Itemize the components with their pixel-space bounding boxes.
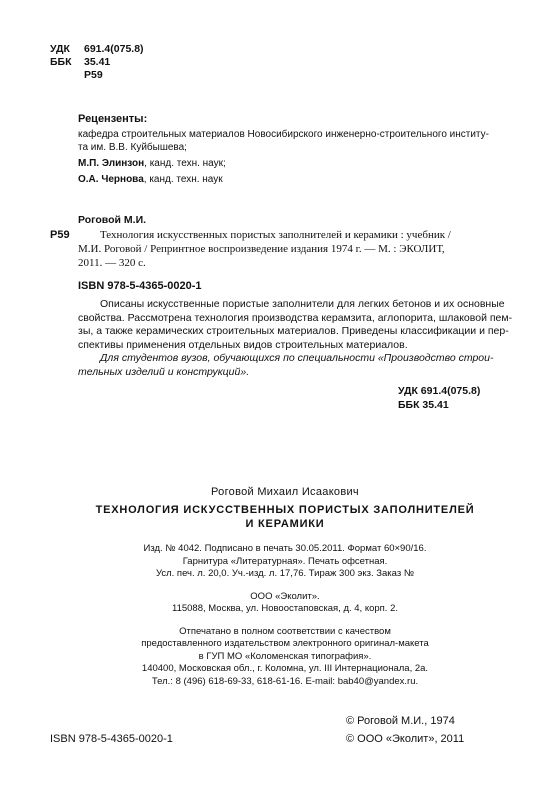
bbk-label: ББК [50,56,72,68]
classification-block [50,43,144,82]
bib-entry [78,228,498,270]
classification-right [398,384,480,412]
printed-line-5: Тел.: 8 (496) 618-69-33, 618-61-16. E-mail: bab40@yandex.ru. [151,675,419,687]
reviewer-institution-line1: кафедра строительных материалов Новосибирского инженерно-строительного институ- [78,129,489,140]
reviewer-1-name: М.П. Элинзон [78,158,145,169]
reviewer-1-title: , канд. техн. наук; [144,158,226,169]
bib-side-code: Р59 [50,229,70,241]
udk-label: УДК [50,43,70,55]
copyright-publisher: © ООО «Эколит», 2011 [346,733,465,745]
abstract-line-3: зы, а также керамических строительных материалов. Приведены классификации и пер- [78,325,509,337]
reviewer-2 [78,173,498,186]
reviewers-block [78,113,498,186]
udk-right: УДК 691.4(075.8) [398,385,481,397]
bib-line-3: 2011. — 320 с. [78,257,146,269]
imprint-author: Роговой Михаил Исаакович [211,486,359,498]
reviewer-2-title: , канд. техн. наук [143,174,223,185]
bib-author-heading: Роговой М.И. [78,214,147,226]
printed-line-4: 140400, Московская обл., г. Коломна, ул. III Интернационала, 2а. [141,663,429,674]
bib-line-2: М.И. Роговой / Репринтное воспроизведение издания 1974 г. — М. : ЭКОЛИТ, [78,243,445,255]
print-info-line-2: Гарнитура «Литературная». Печать офсетная. [182,555,388,567]
publisher-address: 115088, Москва, ул. Новоостаповская, д. 4, корп. 2. [171,603,399,614]
print-info-line-3: Усл. печ. л. 20,0. Уч.-изд. л. 17,76. Тираж 300 экз. Заказ № [155,568,415,579]
abstract-line-2: свойства. Рассмотрена технология производства керамзита, аглопорита, шлаковой пем- [78,311,513,324]
printed-line-3: в ГУП МО «Коломенская типография». [198,650,372,662]
reviewers-title: Рецензенты: [78,113,148,125]
copyright-author: © Роговой М.И., 1974 [346,715,455,727]
bib-isbn: ISBN 978-5-4365-0020-1 [78,280,202,292]
imprint-title-line-2: И КЕРАМИКИ [245,518,325,530]
bbk-right: ББК 35.41 [398,399,449,411]
bib-line-1: Технология искусственных пористых заполнителей и керамики : учебник / [100,229,451,241]
audience-line-1: Для студентов вузов, обучающихся по специальности «Производство строи- [100,352,494,364]
reviewer-1 [78,157,498,170]
footer-isbn: ISBN 978-5-4365-0020-1 [50,733,173,745]
audience-line-2: тельных изделий и конструкций». [78,365,250,378]
udk-value: 691.4(075.8) [84,43,144,55]
printed-line-1: Отпечатано в полном соответствии с качеством [179,625,391,637]
imprint-block [60,486,510,688]
reviewer-2-name: О.А. Чернова [78,174,144,185]
reviewer-institution-line2: та им. В.В. Куйбышева; [78,142,187,153]
abstract-block [78,298,513,379]
printed-line-2: предоставленного издательством электронного оригинал-макета [141,638,429,649]
print-info-line-1: Изд. № 4042. Подписано в печать 30.05.2011. Формат 60×90/16. [143,543,427,554]
bbk-value: 35.41 [84,56,111,68]
publisher-name: ООО «Эколит». [250,590,320,602]
abstract-line-1: Описаны искусственные пористые заполнители для легких бетонов и их основные [100,298,505,310]
imprint-title-line-1: ТЕХНОЛОГИЯ ИСКУССТВЕННЫХ ПОРИСТЫХ ЗАПОЛНИТЕЛЕЙ [95,504,475,516]
classification-code: Р59 [84,69,103,81]
abstract-line-4: спективы применения отдельных видов строительных материалов. [78,338,408,351]
